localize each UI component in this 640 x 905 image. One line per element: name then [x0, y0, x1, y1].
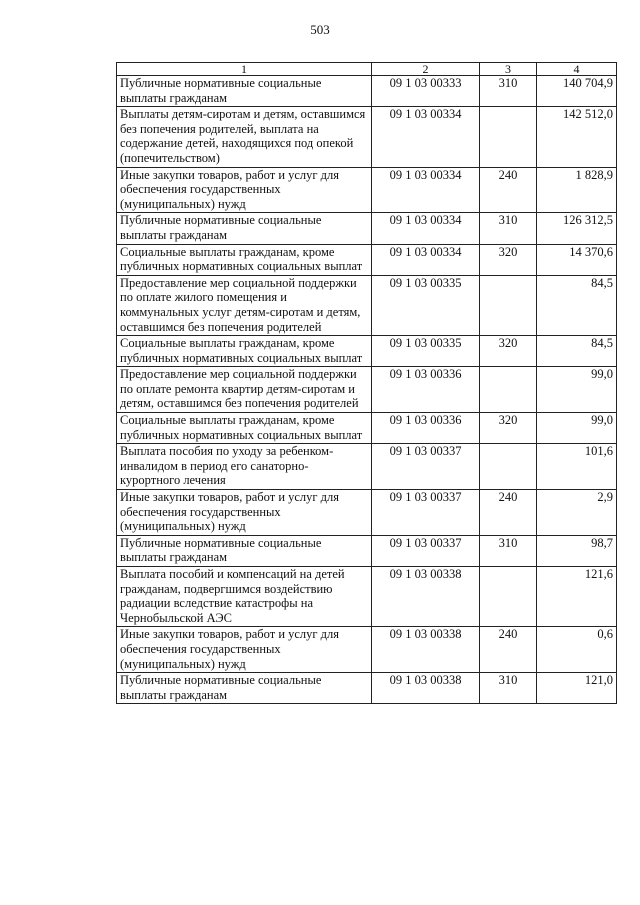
target-article-code-cell: 09 1 03 00337 — [372, 490, 480, 536]
expense-type-cell: 320 — [480, 244, 537, 275]
target-article-code-cell: 09 1 03 00338 — [372, 627, 480, 673]
amount-cell: 140 704,9 — [537, 76, 617, 107]
amount-cell: 84,5 — [537, 275, 617, 335]
expenditure-name-cell: Публичные нормативные социальные выплаты гражданам — [117, 213, 372, 244]
table-row — [117, 567, 617, 627]
page-number: 503 — [310, 22, 330, 37]
amount-cell: 99,0 — [537, 413, 617, 444]
column-header: 3 — [480, 63, 537, 76]
table-row — [117, 535, 617, 566]
expenditure-name-cell: Социальные выплаты гражданам, кроме публичных нормативных социальных выплат — [117, 336, 372, 367]
table-row — [117, 76, 617, 107]
expenditure-name-cell: Социальные выплаты гражданам, кроме публичных нормативных социальных выплат — [117, 413, 372, 444]
amount-cell: 98,7 — [537, 535, 617, 566]
column-header: 2 — [372, 63, 480, 76]
table-row — [117, 107, 617, 167]
table-row — [117, 244, 617, 275]
expenditure-name-cell: Выплата пособий и компенсаций на детей гражданам, подвергшимся воздействию радиации вследствие катастрофы на Чернобыльской АЭС — [117, 567, 372, 627]
target-article-code-cell: 09 1 03 00335 — [372, 336, 480, 367]
table-row — [117, 336, 617, 367]
target-article-code-cell: 09 1 03 00338 — [372, 673, 480, 704]
expenditure-name-cell: Предоставление мер социальной поддержки по оплате ремонта квартир детям-сиротам и детям, оставшимся без попечения родителей — [117, 367, 372, 413]
target-article-code-cell: 09 1 03 00337 — [372, 535, 480, 566]
expense-type-cell: 320 — [480, 336, 537, 367]
amount-cell: 2,9 — [537, 490, 617, 536]
table-row — [117, 444, 617, 490]
target-article-code-cell: 09 1 03 00336 — [372, 413, 480, 444]
expenditure-name-cell: Публичные нормативные социальные выплаты гражданам — [117, 673, 372, 704]
expenditure-name-cell: Выплата пособия по уходу за ребенком-инвалидом в период его санаторно-курортного лечения — [117, 444, 372, 490]
table-row — [117, 275, 617, 335]
amount-cell: 126 312,5 — [537, 213, 617, 244]
target-article-code-cell: 09 1 03 00338 — [372, 567, 480, 627]
target-article-code-cell: 09 1 03 00334 — [372, 213, 480, 244]
expense-type-cell: 310 — [480, 213, 537, 244]
expense-type-cell: 240 — [480, 167, 537, 213]
expenditure-name-cell: Иные закупки товаров, работ и услуг для обеспечения государственных (муниципальных) нужд — [117, 167, 372, 213]
expenditure-name-cell: Публичные нормативные социальные выплаты гражданам — [117, 535, 372, 566]
amount-cell: 84,5 — [537, 336, 617, 367]
target-article-code-cell: 09 1 03 00334 — [372, 244, 480, 275]
target-article-code-cell: 09 1 03 00336 — [372, 367, 480, 413]
column-header: 4 — [537, 63, 617, 76]
expenditure-name-cell: Социальные выплаты гражданам, кроме публичных нормативных социальных выплат — [117, 244, 372, 275]
target-article-code-cell: 09 1 03 00337 — [372, 444, 480, 490]
amount-cell: 1 828,9 — [537, 167, 617, 213]
expense-type-cell: 310 — [480, 535, 537, 566]
budget-table — [116, 62, 617, 704]
header-row — [117, 63, 617, 76]
table-row — [117, 627, 617, 673]
expense-type-cell — [480, 275, 537, 335]
target-article-code-cell: 09 1 03 00334 — [372, 167, 480, 213]
amount-cell: 14 370,6 — [537, 244, 617, 275]
table-body — [117, 76, 617, 704]
column-header: 1 — [117, 63, 372, 76]
table-header — [117, 63, 617, 76]
amount-cell: 101,6 — [537, 444, 617, 490]
expense-type-cell: 320 — [480, 413, 537, 444]
amount-cell: 99,0 — [537, 367, 617, 413]
table-row — [117, 367, 617, 413]
expense-type-cell: 240 — [480, 627, 537, 673]
expense-type-cell: 310 — [480, 76, 537, 107]
amount-cell: 142 512,0 — [537, 107, 617, 167]
table-row — [117, 490, 617, 536]
target-article-code-cell: 09 1 03 00334 — [372, 107, 480, 167]
expense-type-cell — [480, 567, 537, 627]
table-row — [117, 673, 617, 704]
expense-type-cell: 310 — [480, 673, 537, 704]
expenditure-name-cell: Выплаты детям-сиротам и детям, оставшимся без попечения родителей, выплата на содержание детей, находящихся под опекой (попечительством) — [117, 107, 372, 167]
expenditure-name-cell: Иные закупки товаров, работ и услуг для обеспечения государственных (муниципальных) нужд — [117, 627, 372, 673]
expenditure-name-cell: Предоставление мер социальной поддержки по оплате жилого помещения и коммунальных услуг детям-сиротам и детям, оставшимся без попечения родителей — [117, 275, 372, 335]
table-row — [117, 167, 617, 213]
table-row — [117, 413, 617, 444]
expense-type-cell: 240 — [480, 490, 537, 536]
expenditure-name-cell: Иные закупки товаров, работ и услуг для обеспечения государственных (муниципальных) нужд — [117, 490, 372, 536]
expenditure-name-cell: Публичные нормативные социальные выплаты гражданам — [117, 76, 372, 107]
target-article-code-cell: 09 1 03 00335 — [372, 275, 480, 335]
amount-cell: 121,6 — [537, 567, 617, 627]
amount-cell: 121,0 — [537, 673, 617, 704]
table-row — [117, 213, 617, 244]
expense-type-cell — [480, 444, 537, 490]
target-article-code-cell: 09 1 03 00333 — [372, 76, 480, 107]
expense-type-cell — [480, 107, 537, 167]
expense-type-cell — [480, 367, 537, 413]
amount-cell: 0,6 — [537, 627, 617, 673]
